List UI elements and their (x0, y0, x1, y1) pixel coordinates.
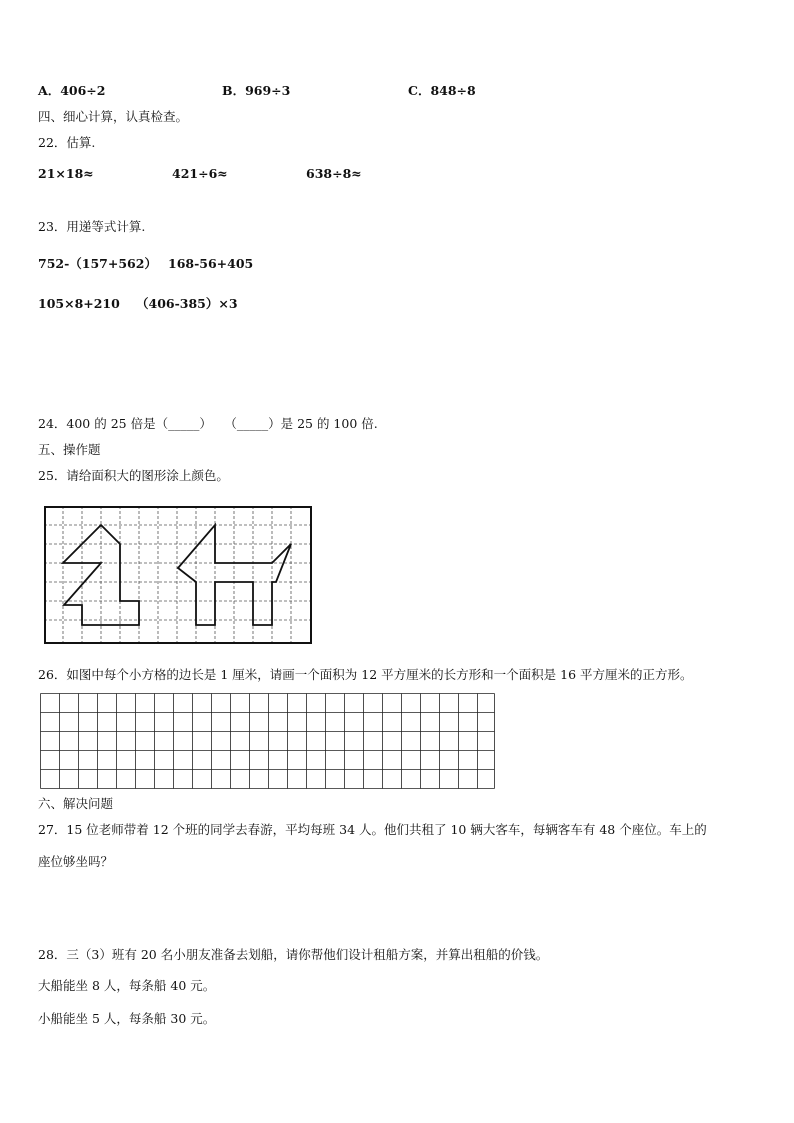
q28-big-boat: 大船能坐 8 人，每条船 40 元。 (38, 978, 216, 993)
option-expr: 969÷3 (245, 83, 291, 98)
q26-title: 26．如图中每个小方格的边长是 1 厘米，请画一个面积为 12 平方厘米的长方形和一个面积是 16 平方厘米的正方形。 (38, 667, 693, 682)
q25-shape-grid (44, 506, 314, 646)
q21-option-b (222, 83, 290, 99)
q21-option-a (38, 83, 105, 99)
option-expr: 406÷2 (60, 83, 106, 98)
q22-item: 638÷8≈ (306, 166, 362, 181)
q23-expr: 752-（157+562） (38, 256, 157, 271)
q23-expr: 168-56+405 (168, 256, 254, 271)
q27-line-1: 27．15 位老师带着 12 个班的同学去春游，平均每班 34 人。他们共租了 10 辆大客车，每辆客车有 48 个座位。车上的 (38, 822, 707, 837)
option-expr: 848÷8 (430, 83, 476, 98)
q23-expr: （406-385）×3 (136, 296, 238, 311)
option-label: C． (408, 83, 431, 98)
q23-title: 23．用递等式计算. (38, 219, 146, 234)
q27-line-2: 座位够坐吗？ (38, 854, 114, 869)
q22-item: 421÷6≈ (172, 166, 228, 181)
option-label: B． (222, 83, 246, 98)
q22-title: 22．估算. (38, 135, 96, 150)
section-4-title: 四、细心计算，认真检查。 (38, 109, 189, 124)
q25-title: 25．请给面积大的图形涂上颜色。 (38, 468, 229, 483)
option-label: A． (38, 83, 61, 98)
q22-item: 21×18≈ (38, 166, 94, 181)
left-figure (63, 525, 139, 625)
q26-drawing-grid (40, 693, 496, 791)
q21-option-c (408, 83, 476, 99)
section-5-title: 五、操作题 (38, 442, 101, 457)
q24-text: 24．400 的 25 倍是（_____） （_____）是 25 的 100 倍. (38, 416, 378, 431)
q28-title: 28．三（3）班有 20 名小朋友准备去划船，请你帮他们设计租船方案，并算出租船的价钱。 (38, 947, 549, 962)
q23-expr: 105×8+210 (38, 296, 120, 311)
section-6-title: 六、解决问题 (38, 796, 114, 811)
q28-small-boat: 小船能坐 5 人，每条船 30 元。 (38, 1011, 216, 1026)
right-figure (178, 525, 291, 625)
